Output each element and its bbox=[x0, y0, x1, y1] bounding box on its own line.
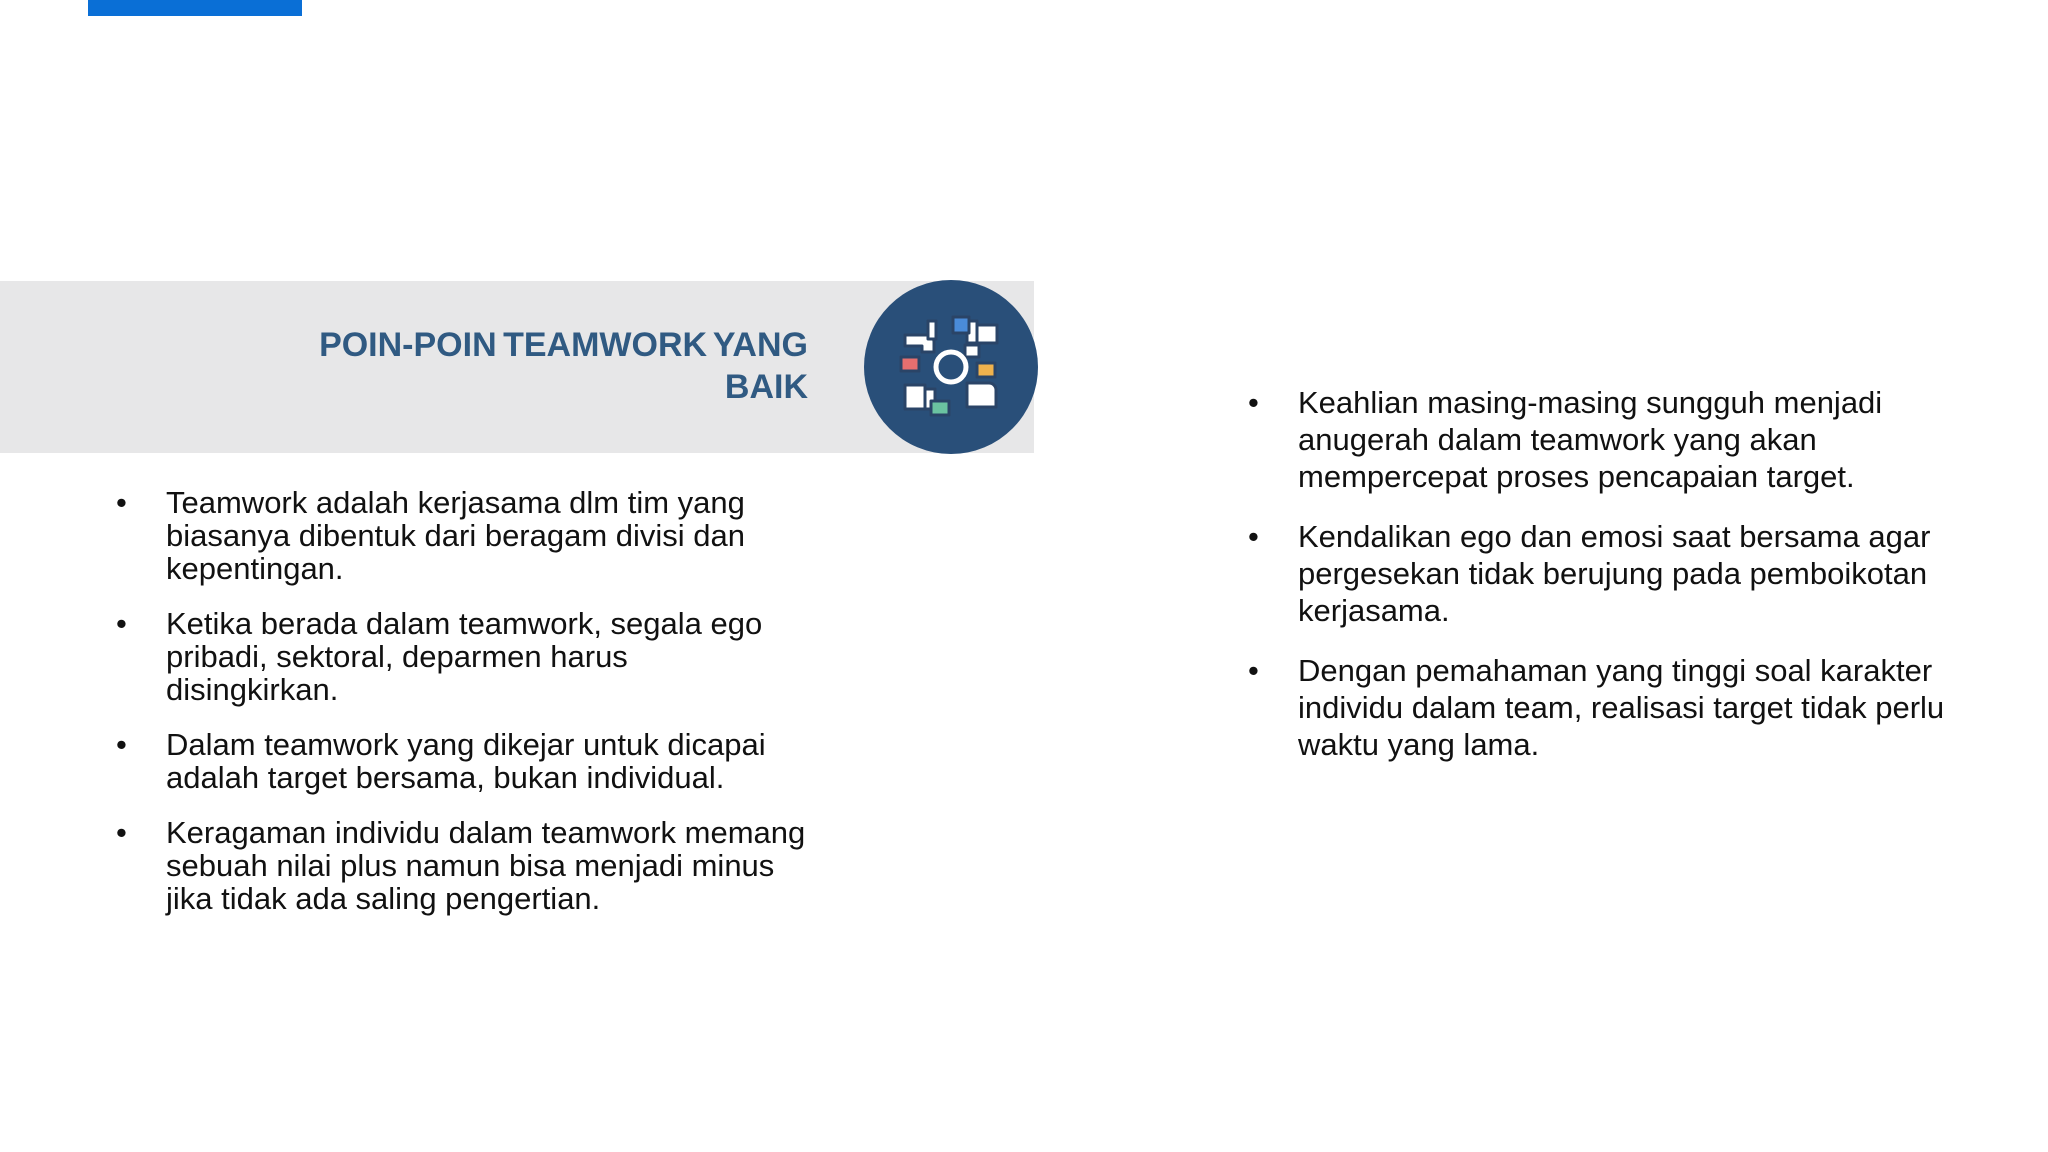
list-item bbox=[1248, 652, 2008, 763]
left-bullet-list bbox=[116, 486, 806, 915]
bullet-text: Keahlian masing-masing sungguh menjadi anugerah dalam teamwork yang akan mempercepat proses pencapaian target. bbox=[1298, 385, 1883, 494]
left-column bbox=[116, 486, 806, 937]
bullet-text: Kendalikan ego dan emosi saat bersama agar pergesekan tidak berujung pada pemboikotan kerjasama. bbox=[1298, 519, 1931, 628]
list-item bbox=[116, 816, 806, 915]
bullet-text: Ketika berada dalam teamwork, segala ego pribadi, sektoral, deparmen harus disingkirkan. bbox=[166, 606, 763, 707]
bullet-icon: • bbox=[116, 727, 127, 762]
bullet-icon: • bbox=[116, 485, 127, 520]
teamwork-hands-icon bbox=[864, 280, 1038, 454]
list-item bbox=[116, 728, 806, 794]
right-bullet-list bbox=[1248, 384, 2008, 763]
top-accent-bar bbox=[88, 0, 302, 16]
bullet-text: Keragaman individu dalam teamwork memang sebuah nilai plus namun bisa menjadi minus jika tidak ada saling pengertian. bbox=[166, 815, 806, 916]
right-column bbox=[1248, 384, 2008, 786]
bullet-text: Dengan pemahaman yang tinggi soal karakter individu dalam team, realisasi target tidak perlu waktu yang lama. bbox=[1298, 653, 1945, 762]
slide-title: POIN-POIN TEAMWORK YANG BAIK bbox=[319, 326, 808, 406]
list-item bbox=[1248, 518, 2008, 629]
bullet-icon: • bbox=[1248, 653, 1259, 688]
list-item bbox=[116, 607, 806, 706]
bullet-icon: • bbox=[1248, 519, 1259, 554]
bullet-text: Dalam teamwork yang dikejar untuk dicapai adalah target bersama, bukan individual. bbox=[166, 727, 766, 795]
bullet-icon: • bbox=[1248, 385, 1259, 420]
list-item bbox=[116, 486, 806, 585]
bullet-icon: • bbox=[116, 606, 127, 641]
bullet-text: Teamwork adalah kerjasama dlm tim yang biasanya dibentuk dari beragam divisi dan kepentingan. bbox=[166, 485, 746, 586]
list-item bbox=[1248, 384, 2008, 495]
bullet-icon: • bbox=[116, 815, 127, 850]
